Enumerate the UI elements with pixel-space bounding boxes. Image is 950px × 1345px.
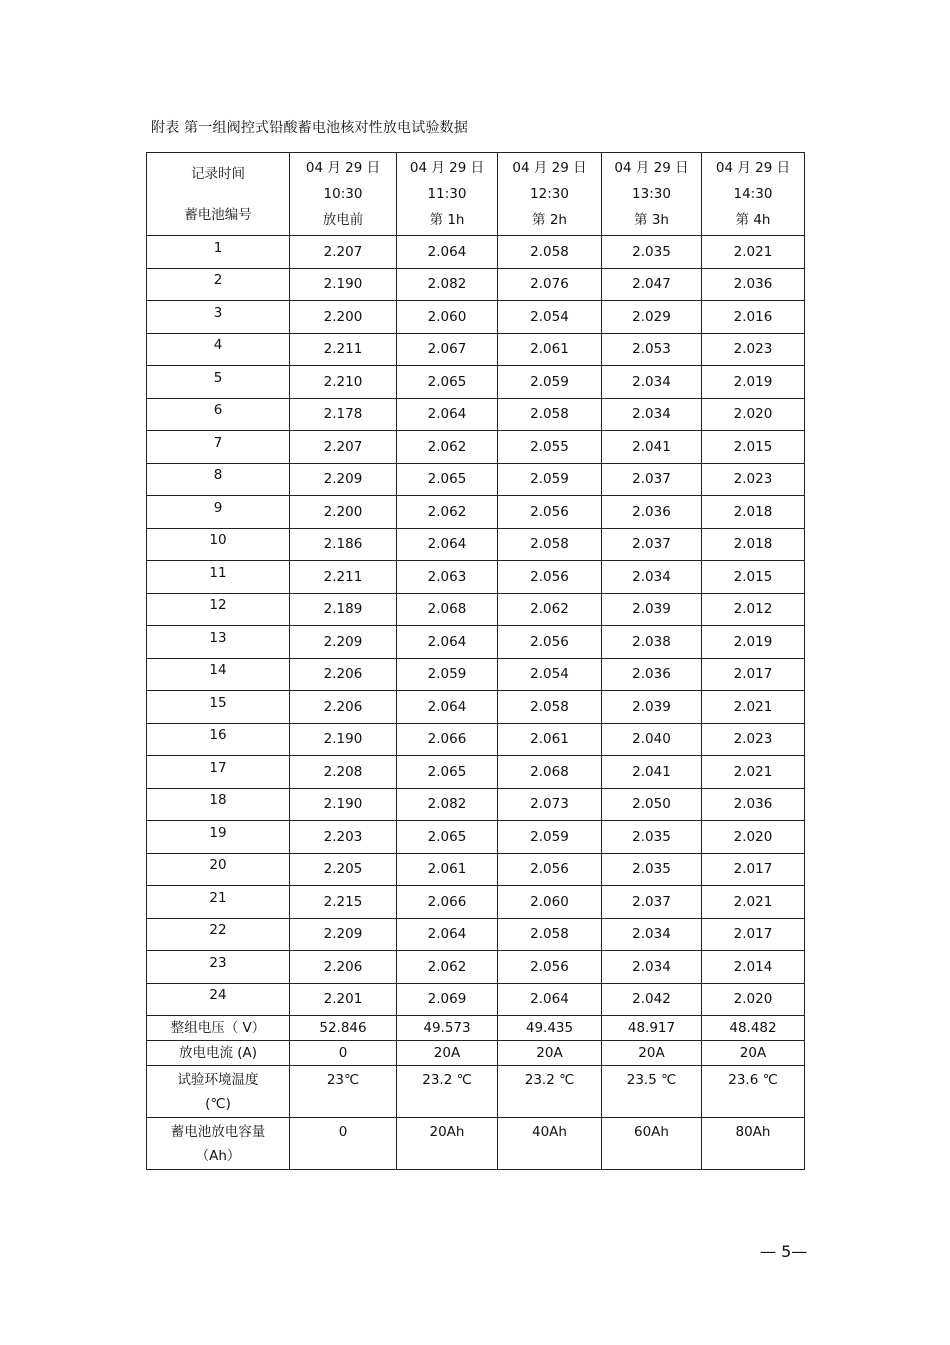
voltage-cell: 2.069 — [397, 983, 498, 1016]
table-row — [147, 723, 805, 756]
voltage-cell: 2.015 — [702, 561, 805, 594]
header-col: 04 月 29 日 14:30 第 4h — [702, 153, 805, 236]
voltage-cell: 2.036 — [702, 788, 805, 821]
voltage-cell: 2.054 — [498, 301, 602, 334]
current-value: 0 — [290, 1041, 397, 1066]
voltage-cell: 2.210 — [290, 366, 397, 399]
voltage-cell: 2.016 — [702, 301, 805, 334]
table-row — [147, 983, 805, 1016]
battery-id-cell: 13 — [147, 626, 290, 659]
capacity-value: 0 — [290, 1118, 397, 1170]
current-value: 20A — [702, 1041, 805, 1066]
voltage-cell: 2.209 — [290, 918, 397, 951]
battery-id-cell: 22 — [147, 918, 290, 951]
voltage-cell: 2.203 — [290, 821, 397, 854]
temperature-label: 试验环境温度 (℃) — [147, 1066, 290, 1118]
battery-id-cell: 11 — [147, 561, 290, 594]
battery-id-cell: 5 — [147, 366, 290, 399]
total-voltage-value: 49.435 — [498, 1016, 602, 1041]
table-row — [147, 691, 805, 724]
voltage-cell: 2.018 — [702, 496, 805, 529]
voltage-cell: 2.207 — [290, 236, 397, 269]
voltage-cell: 2.054 — [498, 658, 602, 691]
voltage-cell: 2.060 — [397, 301, 498, 334]
voltage-cell: 2.059 — [397, 658, 498, 691]
voltage-cell: 2.023 — [702, 463, 805, 496]
table-row — [147, 366, 805, 399]
voltage-cell: 2.061 — [397, 853, 498, 886]
voltage-cell: 2.211 — [290, 561, 397, 594]
voltage-cell: 2.211 — [290, 333, 397, 366]
total-voltage-value: 48.482 — [702, 1016, 805, 1041]
temperature-value: 23℃ — [290, 1066, 397, 1118]
voltage-cell: 2.064 — [498, 983, 602, 1016]
battery-id-cell: 6 — [147, 398, 290, 431]
total-voltage-value: 52.846 — [290, 1016, 397, 1041]
voltage-cell: 2.050 — [602, 788, 702, 821]
total-voltage-row — [147, 1016, 805, 1041]
voltage-cell: 2.019 — [702, 626, 805, 659]
voltage-cell: 2.068 — [397, 593, 498, 626]
voltage-cell: 2.076 — [498, 268, 602, 301]
voltage-cell: 2.035 — [602, 853, 702, 886]
voltage-cell: 2.065 — [397, 821, 498, 854]
temperature-value: 23.6 ℃ — [702, 1066, 805, 1118]
voltage-cell: 2.190 — [290, 723, 397, 756]
header-col: 04 月 29 日 11:30 第 1h — [397, 153, 498, 236]
voltage-cell: 2.062 — [397, 431, 498, 464]
voltage-cell: 2.066 — [397, 886, 498, 919]
voltage-cell: 2.178 — [290, 398, 397, 431]
battery-id-cell: 7 — [147, 431, 290, 464]
voltage-cell: 2.059 — [498, 366, 602, 399]
table-row — [147, 431, 805, 464]
voltage-cell: 2.021 — [702, 236, 805, 269]
capacity-value: 60Ah — [602, 1118, 702, 1170]
voltage-cell: 2.209 — [290, 463, 397, 496]
voltage-cell: 2.066 — [397, 723, 498, 756]
voltage-cell: 2.064 — [397, 918, 498, 951]
voltage-cell: 2.017 — [702, 853, 805, 886]
battery-id-cell: 19 — [147, 821, 290, 854]
voltage-cell: 2.065 — [397, 463, 498, 496]
table-row — [147, 821, 805, 854]
voltage-cell: 2.020 — [702, 983, 805, 1016]
battery-id-cell: 24 — [147, 983, 290, 1016]
header-row — [147, 153, 805, 236]
voltage-cell: 2.042 — [602, 983, 702, 1016]
battery-id-cell: 2 — [147, 268, 290, 301]
table-row — [147, 918, 805, 951]
battery-id-cell: 8 — [147, 463, 290, 496]
battery-id-cell: 12 — [147, 593, 290, 626]
page-number: — 5— — [760, 1242, 808, 1261]
current-row — [147, 1041, 805, 1066]
table-row — [147, 561, 805, 594]
battery-id-cell: 17 — [147, 756, 290, 789]
voltage-cell: 2.014 — [702, 951, 805, 984]
voltage-cell: 2.020 — [702, 821, 805, 854]
total-voltage-value: 49.573 — [397, 1016, 498, 1041]
current-value: 20A — [498, 1041, 602, 1066]
voltage-cell: 2.040 — [602, 723, 702, 756]
voltage-cell: 2.056 — [498, 496, 602, 529]
header-col: 04 月 29 日 10:30 放电前 — [290, 153, 397, 236]
voltage-cell: 2.186 — [290, 528, 397, 561]
voltage-cell: 2.058 — [498, 918, 602, 951]
voltage-cell: 2.041 — [602, 431, 702, 464]
voltage-cell: 2.036 — [602, 658, 702, 691]
voltage-cell: 2.058 — [498, 691, 602, 724]
header-col: 04 月 29 日 12:30 第 2h — [498, 153, 602, 236]
voltage-cell: 2.205 — [290, 853, 397, 886]
voltage-cell: 2.059 — [498, 463, 602, 496]
temperature-value: 23.2 ℃ — [498, 1066, 602, 1118]
table-row — [147, 853, 805, 886]
voltage-cell: 2.064 — [397, 626, 498, 659]
table-row — [147, 788, 805, 821]
voltage-cell: 2.058 — [498, 236, 602, 269]
voltage-cell: 2.034 — [602, 918, 702, 951]
table-row — [147, 333, 805, 366]
voltage-cell: 2.037 — [602, 528, 702, 561]
total-voltage-label: 整组电压（ V） — [147, 1016, 290, 1041]
voltage-cell: 2.064 — [397, 398, 498, 431]
battery-id-cell: 23 — [147, 951, 290, 984]
voltage-cell: 2.034 — [602, 366, 702, 399]
battery-id-cell: 20 — [147, 853, 290, 886]
voltage-cell: 2.082 — [397, 268, 498, 301]
voltage-cell: 2.012 — [702, 593, 805, 626]
voltage-cell: 2.056 — [498, 951, 602, 984]
header-col: 04 月 29 日 13:30 第 3h — [602, 153, 702, 236]
voltage-cell: 2.207 — [290, 431, 397, 464]
voltage-cell: 2.029 — [602, 301, 702, 334]
battery-id-cell: 10 — [147, 528, 290, 561]
voltage-cell: 2.021 — [702, 756, 805, 789]
table-row — [147, 528, 805, 561]
voltage-cell: 2.063 — [397, 561, 498, 594]
voltage-cell: 2.062 — [498, 593, 602, 626]
voltage-cell: 2.034 — [602, 951, 702, 984]
table-row — [147, 463, 805, 496]
voltage-cell: 2.056 — [498, 626, 602, 659]
voltage-cell: 2.206 — [290, 658, 397, 691]
voltage-cell: 2.058 — [498, 398, 602, 431]
voltage-cell: 2.201 — [290, 983, 397, 1016]
capacity-value: 20Ah — [397, 1118, 498, 1170]
battery-id-cell: 21 — [147, 886, 290, 919]
voltage-cell: 2.200 — [290, 301, 397, 334]
table-row — [147, 626, 805, 659]
voltage-cell: 2.190 — [290, 788, 397, 821]
battery-id-cell: 16 — [147, 723, 290, 756]
voltage-cell: 2.060 — [498, 886, 602, 919]
header-row-label — [147, 153, 290, 236]
voltage-cell: 2.017 — [702, 918, 805, 951]
record-time-label: 记录时间 — [191, 165, 245, 182]
battery-id-cell: 18 — [147, 788, 290, 821]
table-row — [147, 886, 805, 919]
table-row — [147, 951, 805, 984]
battery-id-cell: 15 — [147, 691, 290, 724]
voltage-cell: 2.064 — [397, 528, 498, 561]
voltage-cell: 2.206 — [290, 951, 397, 984]
voltage-cell: 2.062 — [397, 496, 498, 529]
temperature-value: 23.5 ℃ — [602, 1066, 702, 1118]
table-row — [147, 301, 805, 334]
table-row — [147, 236, 805, 269]
voltage-cell: 2.038 — [602, 626, 702, 659]
voltage-cell: 2.061 — [498, 333, 602, 366]
capacity-label: 蓄电池放电容量 （Ah） — [147, 1118, 290, 1170]
voltage-cell: 2.039 — [602, 593, 702, 626]
table-caption: 附表 第一组阀控式铅酸蓄电池核对性放电试验数据 — [151, 120, 469, 136]
voltage-cell: 2.015 — [702, 431, 805, 464]
voltage-cell: 2.020 — [702, 398, 805, 431]
voltage-cell: 2.059 — [498, 821, 602, 854]
voltage-cell: 2.017 — [702, 658, 805, 691]
discharge-test-table — [146, 152, 805, 1170]
voltage-cell: 2.068 — [498, 756, 602, 789]
battery-id-cell: 4 — [147, 333, 290, 366]
current-value: 20A — [397, 1041, 498, 1066]
voltage-cell: 2.200 — [290, 496, 397, 529]
voltage-cell: 2.036 — [602, 496, 702, 529]
voltage-cell: 2.019 — [702, 366, 805, 399]
voltage-cell: 2.067 — [397, 333, 498, 366]
battery-id-cell: 1 — [147, 236, 290, 269]
voltage-cell: 2.190 — [290, 268, 397, 301]
voltage-cell: 2.064 — [397, 691, 498, 724]
voltage-cell: 2.047 — [602, 268, 702, 301]
battery-id-cell: 14 — [147, 658, 290, 691]
voltage-cell: 2.209 — [290, 626, 397, 659]
battery-id-cell: 9 — [147, 496, 290, 529]
voltage-cell: 2.036 — [702, 268, 805, 301]
voltage-cell: 2.055 — [498, 431, 602, 464]
voltage-cell: 2.037 — [602, 463, 702, 496]
table-row — [147, 593, 805, 626]
battery-number-label: 蓄电池编号 — [184, 206, 252, 223]
battery-id-cell: 3 — [147, 301, 290, 334]
current-label: 放电电流 (A) — [147, 1041, 290, 1066]
voltage-cell: 2.064 — [397, 236, 498, 269]
voltage-cell: 2.021 — [702, 691, 805, 724]
current-value: 20A — [602, 1041, 702, 1066]
voltage-cell: 2.053 — [602, 333, 702, 366]
capacity-value: 40Ah — [498, 1118, 602, 1170]
voltage-cell: 2.215 — [290, 886, 397, 919]
table-row — [147, 268, 805, 301]
voltage-cell: 2.023 — [702, 723, 805, 756]
capacity-value: 80Ah — [702, 1118, 805, 1170]
voltage-cell: 2.062 — [397, 951, 498, 984]
table-row — [147, 658, 805, 691]
voltage-cell: 2.058 — [498, 528, 602, 561]
voltage-cell: 2.073 — [498, 788, 602, 821]
table-row — [147, 496, 805, 529]
voltage-cell: 2.018 — [702, 528, 805, 561]
voltage-cell: 2.035 — [602, 821, 702, 854]
capacity-row — [147, 1118, 805, 1170]
voltage-cell: 2.061 — [498, 723, 602, 756]
voltage-cell: 2.189 — [290, 593, 397, 626]
voltage-cell: 2.065 — [397, 756, 498, 789]
table-row — [147, 756, 805, 789]
voltage-cell: 2.039 — [602, 691, 702, 724]
voltage-cell: 2.034 — [602, 398, 702, 431]
voltage-cell: 2.206 — [290, 691, 397, 724]
voltage-cell: 2.065 — [397, 366, 498, 399]
voltage-cell: 2.023 — [702, 333, 805, 366]
voltage-cell: 2.035 — [602, 236, 702, 269]
voltage-cell: 2.034 — [602, 561, 702, 594]
voltage-cell: 2.041 — [602, 756, 702, 789]
temperature-value: 23.2 ℃ — [397, 1066, 498, 1118]
voltage-cell: 2.021 — [702, 886, 805, 919]
total-voltage-value: 48.917 — [602, 1016, 702, 1041]
voltage-cell: 2.056 — [498, 853, 602, 886]
voltage-cell: 2.037 — [602, 886, 702, 919]
table-row — [147, 398, 805, 431]
temperature-row — [147, 1066, 805, 1118]
voltage-cell: 2.082 — [397, 788, 498, 821]
voltage-cell: 2.208 — [290, 756, 397, 789]
voltage-cell: 2.056 — [498, 561, 602, 594]
